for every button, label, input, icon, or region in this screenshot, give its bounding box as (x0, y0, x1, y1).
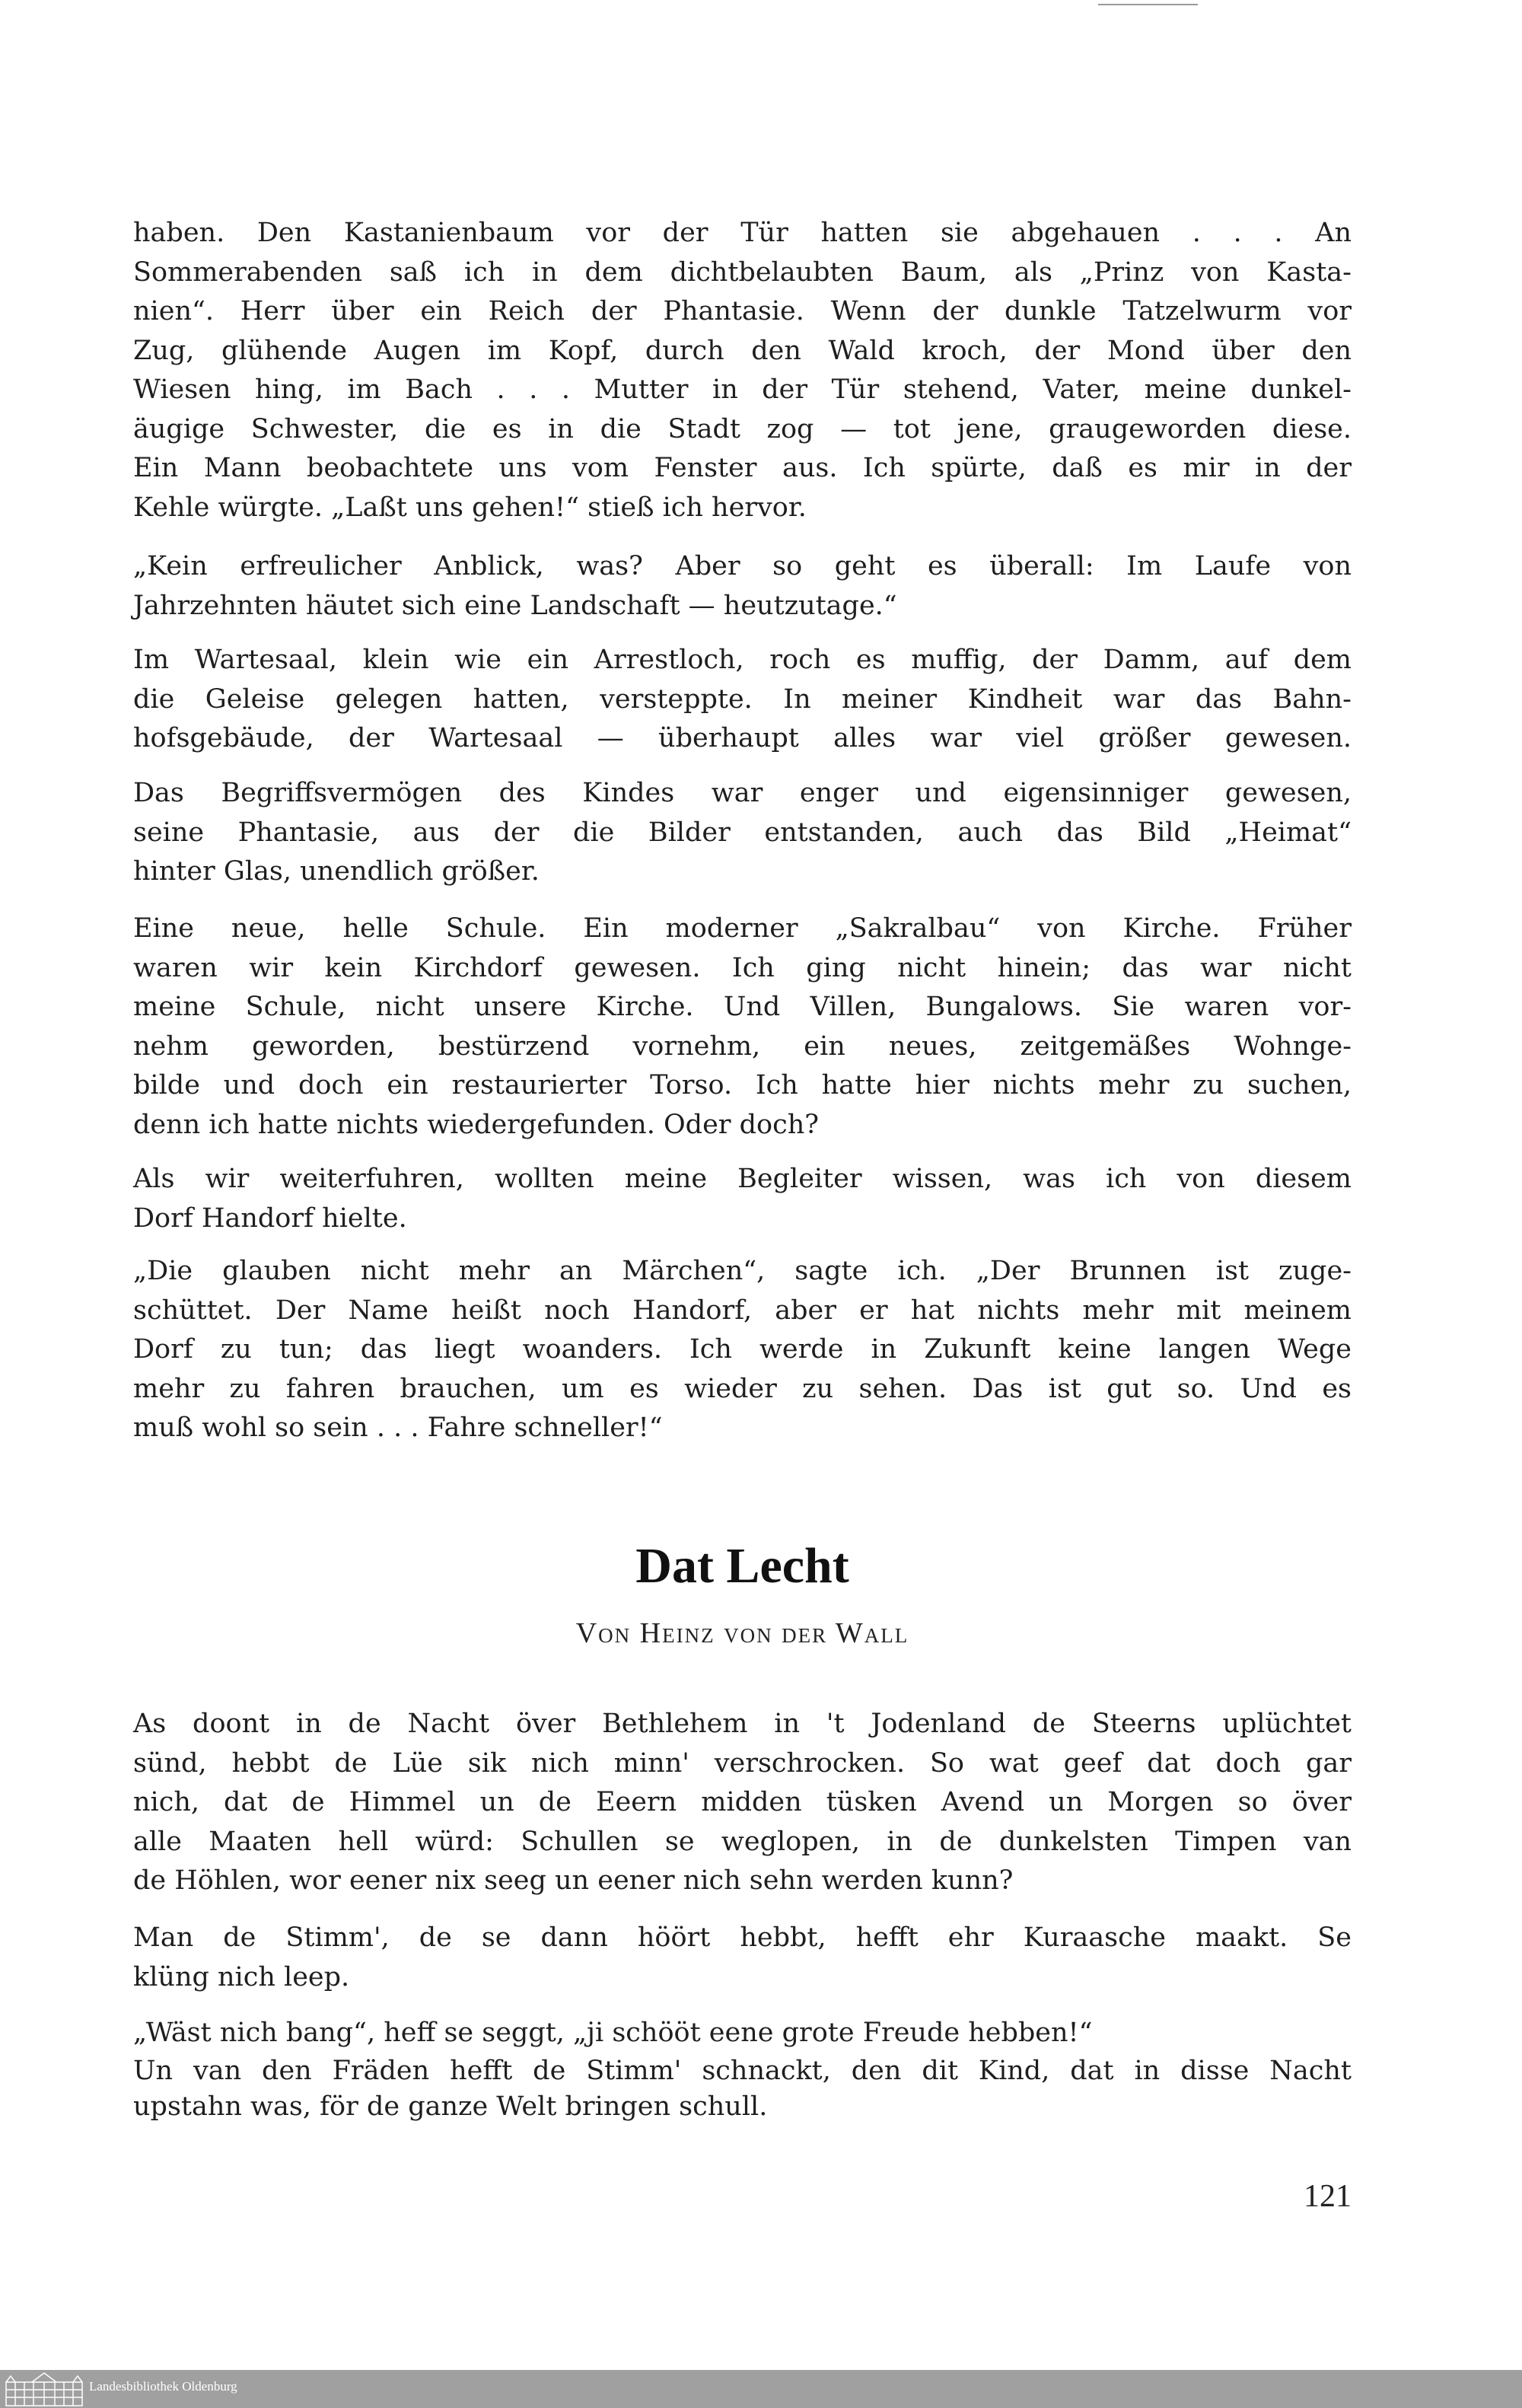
text-line: alle Maaten hell würd: Schullen se weglopen, in de dunkelsten Timpen van (133, 1826, 1352, 1857)
text-line: „Die glauben nicht mehr an Märchen“, sagte ich. „Der Brunnen ist zuge- (133, 1256, 1352, 1286)
paragraph (133, 774, 1352, 892)
library-building-icon (5, 2371, 84, 2406)
text-line: „Wäst nich bang“, heff se seggt, „ji schööt eene grote Freude hebben!“ (133, 2018, 1093, 2048)
paragraph (133, 1160, 1352, 1238)
paragraph (133, 1705, 1352, 1901)
library-footer-bar (0, 2370, 1522, 2408)
text-line: nich, dat de Himmel un de Eeern midden tüsken Avend un Morgen so över (133, 1787, 1352, 1817)
text-line: Sommerabenden saß ich in dem dichtbelaubten Baum, als „Prinz von Kasta- (133, 256, 1352, 288)
text-line: de Höhlen, wor eener nix seeg un eener nich sehn werden kunn? (133, 1865, 1014, 1896)
text-line: muß wohl so sein . . . Fahre schneller!“ (133, 1413, 663, 1443)
paragraph (133, 1919, 1352, 1997)
text-line: As doont in de Nacht över Bethlehem in 't Jodenland de Steerns uplüchtet (133, 1709, 1352, 1739)
text-line: Wiesen hing, im Bach . . . Mutter in der Tür stehend, Vater, meine dunkel- (133, 374, 1352, 405)
text-line: haben. Den Kastanienbaum vor der Tür hatten sie abgehauen . . . An (133, 218, 1352, 248)
paragraph (133, 547, 1352, 626)
text-line: Als wir weiterfuhren, wollten meine Begleiter wissen, was ich von diesem (133, 1164, 1352, 1194)
text-line: hofsgebäude, der Wartesaal — überhaupt alles war viel größer gewesen. (133, 723, 1352, 753)
text-line: Dorf zu tun; das liegt woanders. Ich werde in Zukunft keine langen Wege (133, 1334, 1352, 1365)
text-line: Zug, glühende Augen im Kopf, durch den Wald kroch, der Mond über den (133, 335, 1352, 366)
paragraph (133, 1252, 1352, 1448)
text-line: Eine neue, helle Schule. Ein moderner „Sakralbau“ von Kirche. Früher (133, 913, 1352, 944)
paragraph (133, 214, 1352, 527)
text-line: Im Wartesaal, klein wie ein Arrestloch, roch es muffig, der Damm, auf dem (133, 645, 1352, 675)
author-byline: Von Heinz von der Wall (575, 1617, 909, 1649)
text-line: Man de Stimm', de se dann höört hebbt, hefft ehr Kuraasche maakt. Se (133, 1922, 1352, 1953)
text-line: mehr zu fahren brauchen, um es wieder zu sehen. Das ist gut so. Und es (133, 1373, 1352, 1404)
text-line: waren wir kein Kirchdorf gewesen. Ich ging nicht hinein; das war nicht (133, 952, 1352, 983)
text-line: Jahrzehnten häutet sich eine Landschaft — heutzutage.“ (133, 590, 897, 621)
page-number: 121 (1304, 2179, 1352, 2214)
text-line: upstahn was, för de ganze Welt bringen schull. (133, 2091, 768, 2122)
paragraph (133, 909, 1352, 1145)
text-line: denn ich hatte nichts wiedergefunden. Oder doch? (133, 1109, 820, 1140)
top-rule (1098, 4, 1198, 5)
paragraph (133, 2014, 1352, 2127)
text-line: Un van den Fräden hefft de Stimm' schnackt, den dit Kind, dat in disse Nacht (133, 2055, 1352, 2086)
text-line: Dorf Handorf hielte. (133, 1202, 407, 1234)
text-line: hinter Glas, unendlich größer. (133, 856, 540, 887)
text-line: klüng nich leep. (133, 1961, 350, 1992)
text-line: sünd, hebbt de Lüe sik nich minn' verschrocken. So wat geef dat doch gar (133, 1747, 1352, 1779)
text-line: bilde und doch ein restaurierter Torso. Ich hatte hier nichts mehr zu suchen, (133, 1070, 1352, 1100)
library-name: Landesbibliothek Oldenburg (89, 2379, 237, 2394)
text-line: schüttet. Der Name heißt noch Handorf, aber er hat nichts mehr mit meinem (133, 1295, 1352, 1326)
paragraph (133, 641, 1352, 759)
text-line: seine Phantasie, aus der die Bilder entstanden, auch das Bild „Heimat“ (133, 817, 1352, 848)
text-line: nehm geworden, bestürzend vornehm, ein neues, zeitgemäßes Wohnge- (133, 1030, 1352, 1062)
text-line: die Geleise gelegen hatten, versteppte. In meiner Kindheit war das Bahn- (133, 683, 1352, 715)
text-line: äugige Schwester, die es in die Stadt zog — tot jene, graugeworden diese. (133, 413, 1352, 444)
text-line: Kehle würgte. „Laßt uns gehen!“ stieß ich hervor. (133, 492, 807, 523)
text-line: „Kein erfreulicher Anblick, was? Aber so geht es überall: Im Laufe von (133, 551, 1352, 581)
text-line: Ein Mann beobachtete uns vom Fenster aus. Ich spürte, daß es mir in der (133, 453, 1352, 483)
text-line: meine Schule, nicht unsere Kirche. Und Villen, Bungalows. Sie waren vor- (133, 992, 1352, 1022)
text-line: Das Begriffsvermögen des Kindes war enger und eigensinniger gewesen, (133, 778, 1352, 808)
story-title: Dat Lecht (635, 1538, 849, 1594)
text-line: nien“. Herr über ein Reich der Phantasie. Wenn der dunkle Tatzelwurm vor (133, 296, 1352, 326)
